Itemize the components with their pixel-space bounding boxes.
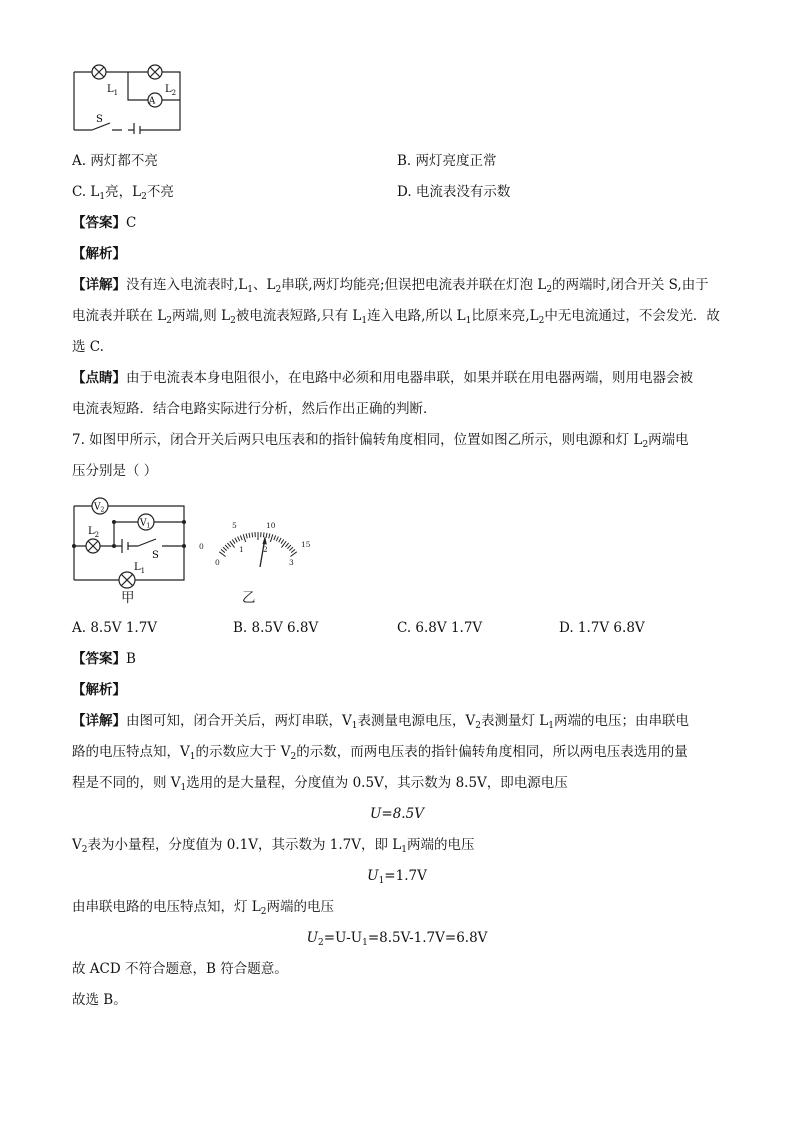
dial-tick: [269, 534, 270, 539]
q7-detail-line-4: $V_2$表为小量程，分度值为 0.1V，其示数为 1.7V，即 $L_1$两端的电压: [72, 837, 475, 855]
dial-tick: [276, 537, 278, 542]
dial-tick: [263, 532, 264, 537]
dial-tick: [221, 549, 225, 552]
q7-stem-line-1: 7. 如图甲所示，闭合开关后两只电压表和的指针偏转角度相同，位置如图乙所示，则电源和灯 $L_2$两端电: [72, 432, 689, 450]
dial-tick: [289, 547, 293, 551]
figure-yi-caption: 乙: [242, 590, 256, 606]
dial-tick: [232, 540, 235, 544]
formula-l2-voltage: $U_2=U-U_1=8.5V-1.7V=6.8V$: [306, 930, 488, 948]
q6-detail-line-2: 电流表并联在 $L_2$两端,则 $L_2$被电流表短路,只有 $L_1$连入电路,所以 $L_1$比原来亮$,L_2$中无电流通过，不会发光．故: [72, 308, 720, 326]
ammeter-label: A: [148, 96, 156, 107]
q7-stem-line-2: 压分别是（ ）: [72, 463, 158, 479]
dial-tick: [266, 533, 267, 538]
q7-option-d: D. 1.7V 6.8V: [559, 620, 645, 636]
dial-tick: [274, 535, 276, 540]
dial-label-bottom-0: 0: [215, 558, 220, 567]
circuit-figure-1: [70, 62, 190, 134]
dial-tick: [249, 533, 250, 538]
formula-l1-voltage: $U_1=1.7V$: [367, 868, 427, 886]
dial-label-bottom-1: 1: [239, 545, 244, 554]
q7-detail-line-7: 故选 B。: [72, 992, 127, 1008]
q7-analysis-tag: 【解析】: [72, 682, 126, 698]
q6-comment-line-2: 电流表短路．结合电路实际进行分析，然后作出正确的判断．: [72, 401, 437, 417]
q6-analysis-tag: 【解析】: [72, 246, 126, 262]
dial-tick: [270, 534, 272, 542]
dial-tick: [240, 535, 242, 540]
lamp-l2-label: $L_2$: [165, 84, 177, 97]
dial-tick: [279, 538, 281, 542]
q7-answer: 【答案】B: [72, 651, 136, 667]
dial-label-bottom-2: 2: [263, 545, 268, 554]
voltmeter-dial-figure-yi: [196, 518, 320, 572]
q7-detail-line-6: 故 ACD 不符合题意，B 符合题意。: [72, 961, 288, 977]
q6-comment-line-1: 【点睛】由于电流表本身电阻很小，在电路中必须和用电器串联，如果并联在用电器两端，则用电器会被: [72, 370, 693, 386]
q7-option-a: A. 8.5V 1.7V: [72, 620, 158, 636]
dial-label-top-0: 0: [199, 542, 204, 551]
q7-detail-line-5: 由串联电路的电压特点知，灯 $L_2$两端的电压: [72, 899, 334, 917]
figure-jia-caption: 甲: [121, 590, 135, 606]
dial-label-top-5: 5: [232, 521, 237, 530]
dial-tick: [225, 545, 229, 549]
q6-option-d: D. 电流表没有示数: [397, 184, 511, 200]
q7-detail-line-3: 程是不同的，则 $V_1$选用的是大量程，分度值为 0.5V，其示数为 8.5V，即电源电压: [72, 775, 568, 793]
lamp-l1-label: $L_1$: [107, 84, 119, 97]
q6-detail-line-1: 【详解】没有连入电流表时$,L_1$、$L_2$串联,两灯均能亮;但误把电流表并联在灯泡 $L_2$的两端时,闭合开关 S,由于: [72, 277, 709, 295]
dial-tick: [252, 532, 253, 537]
q6-answer: 【答案】C: [72, 215, 137, 231]
dial-tick: [287, 545, 291, 549]
dial-label-top-10: 10: [266, 521, 276, 530]
q6-option-b: B. 两灯亮度正常: [397, 153, 497, 169]
q7-detail-line-1: 【详解】由图可知，闭合开关后，两灯串联，$V_1$表测量电源电压，$V_2$表测量灯 $L_1$两端的电压；由串联电: [72, 713, 689, 731]
dial-tick: [291, 549, 295, 552]
q6-detail-line-3: 选 C.: [72, 339, 104, 355]
q7-detail-line-2: 路的电压特点知，$V_1$的示数应大于 $V_2$的示数，而两电压表的指针偏转角度相同，所以两电压表选用的量: [72, 744, 688, 762]
dial-tick: [238, 537, 240, 542]
voltmeter-v1-label: $V_1$: [140, 518, 151, 530]
dial-label-top-15: 15: [301, 540, 311, 549]
lamp-l2-label: $L_2$: [88, 526, 100, 539]
q7-option-b: B. 8.5V 6.8V: [233, 620, 319, 636]
q6-option-a: A. 两灯都不亮: [72, 153, 158, 169]
switch-label: S: [152, 550, 159, 561]
formula-source-voltage: U=8.5V: [370, 806, 424, 822]
switch-label: S: [96, 114, 103, 125]
dial-tick: [235, 538, 237, 542]
lamp-l1-label: $L_1$: [134, 562, 146, 575]
q7-option-c: C. 6.8V 1.7V: [397, 620, 483, 636]
q6-option-c: C. $L_1$亮，$L_2$不亮: [72, 184, 174, 202]
voltmeter-v2-label: $V_2$: [94, 502, 105, 514]
dial-tick: [227, 543, 230, 547]
dial-tick: [243, 534, 245, 542]
dial-tick: [246, 534, 247, 539]
dial-tick: [281, 540, 284, 544]
dial-tick: [285, 543, 288, 547]
dial-label-bottom-3: 3: [289, 558, 294, 567]
dial-tick: [223, 547, 227, 551]
